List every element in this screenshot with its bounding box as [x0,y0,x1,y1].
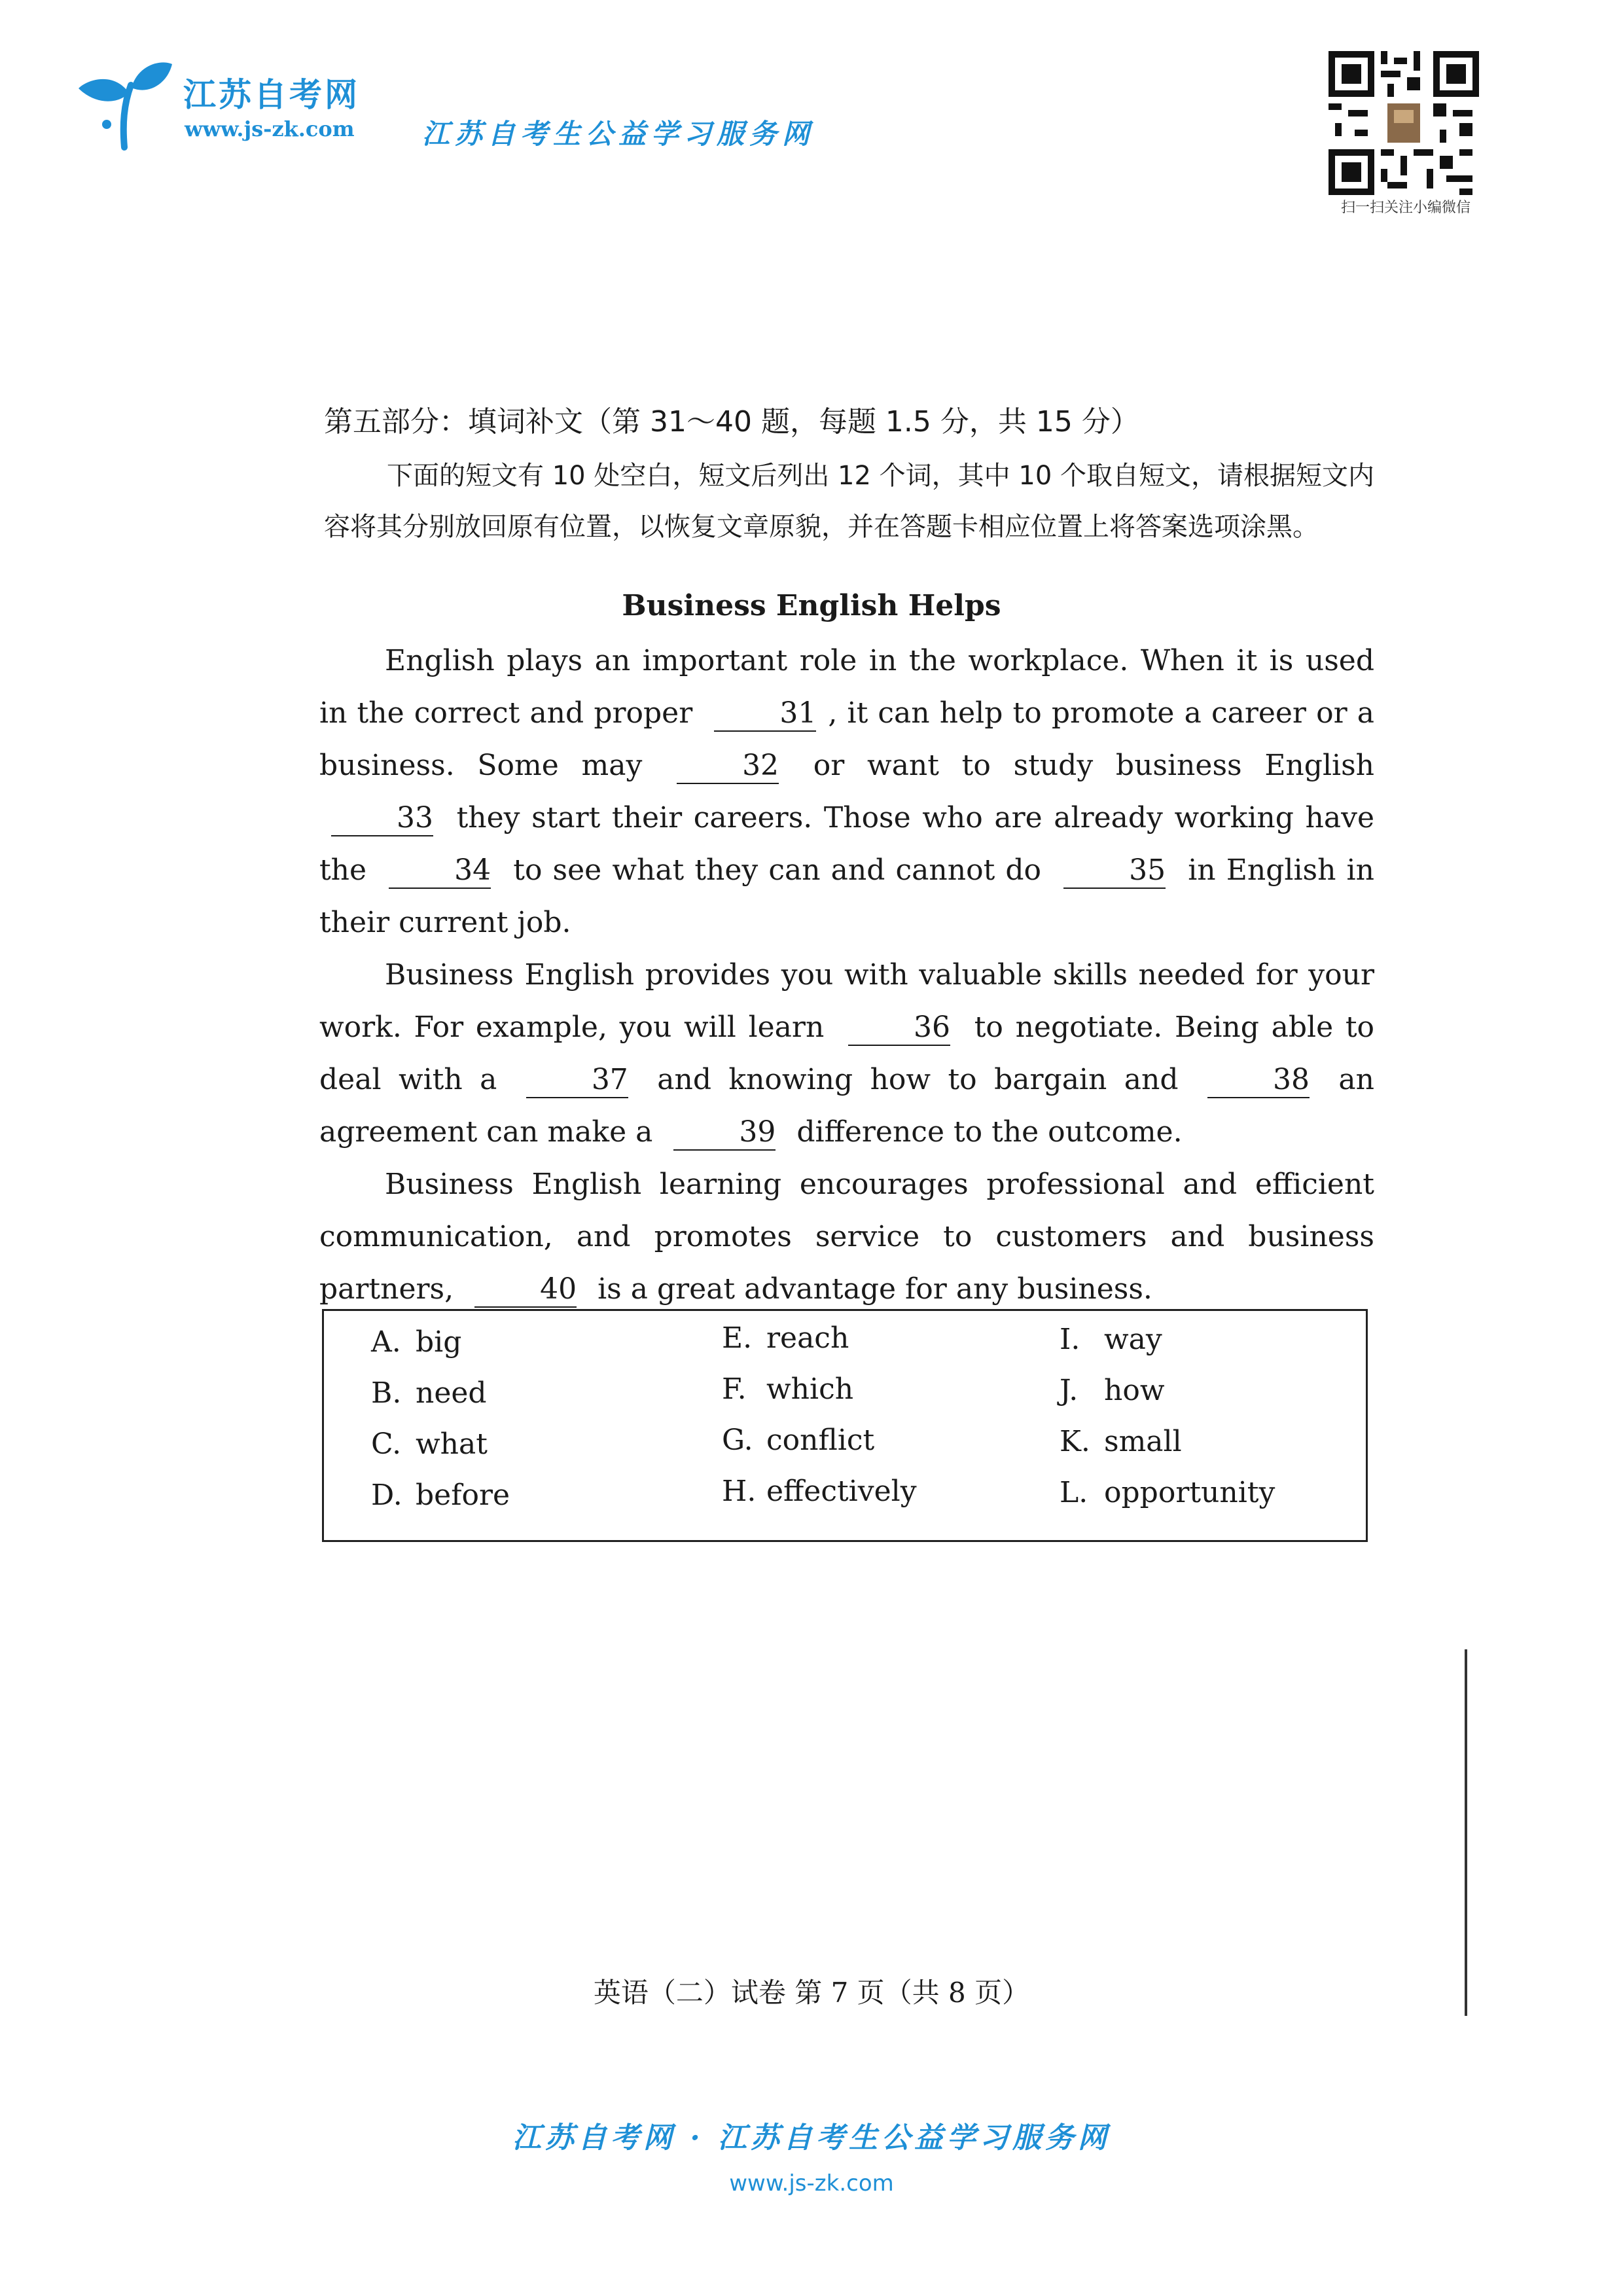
blank-38: 38 [1207,1063,1310,1098]
section-heading: 第五部分：填词补文（第 31～40 题，每题 1.5 分，共 15 分） [324,405,1139,439]
sprout-logo-icon [75,59,173,151]
word-options-box [322,1309,1368,1542]
option-d [371,1479,510,1512]
passage-text: or want to study business English [813,749,1375,782]
option-letter: G. [722,1424,753,1457]
option-word: way [1104,1323,1162,1356]
option-letter: E. [722,1321,753,1355]
page-number-label: 英语（二）试卷 第 7 页（共 8 页） [593,1977,1030,2009]
option-letter: C. [371,1427,402,1461]
passage-paragraph-2 [319,949,1374,1158]
section-instructions: 下面的短文有 10 处空白，短文后列出 12 个词，其中 10 个取自短文，请根据短文内容将其分别放回原有位置，以恢复文章原貌，并在答题卡相应位置上将答案选项涂黑。 [324,461,1374,542]
blank-39: 39 [673,1115,776,1151]
passage-body [319,635,1374,1316]
blank-40: 40 [474,1272,577,1308]
passage-text: and knowing how to bargain and [657,1063,1179,1096]
option-k [1060,1425,1182,1458]
option-letter: I. [1060,1323,1080,1356]
passage-text: is a great advantage for any business. [597,1272,1152,1306]
blank-34: 34 [389,853,491,889]
option-b [371,1376,487,1410]
option-i [1060,1323,1162,1356]
passage-text: an agreement can make a [319,1063,1374,1149]
passage-text: to see what they can and cannot do [513,853,1042,887]
passage-text: in English in their current job. [319,853,1374,939]
option-letter: J. [1060,1374,1079,1407]
passage-title: Business English Helps [622,589,1001,622]
option-word: big [416,1325,462,1359]
option-word: which [766,1372,854,1406]
qr-code-icon [1329,51,1479,195]
option-word: effectively [766,1475,917,1508]
option-e [722,1321,849,1355]
site-logo-url[interactable]: www.js-zk.com [185,117,355,141]
option-letter: B. [371,1376,402,1410]
option-letter: A. [371,1325,401,1359]
passage-paragraph-1 [319,635,1374,949]
passage-paragraph-3 [319,1158,1374,1316]
blank-33: 33 [331,801,433,836]
option-letter: F. [722,1372,747,1406]
option-h [722,1475,917,1508]
passage-text: to negotiate. Being able to deal with a [319,1011,1374,1096]
option-word: conflict [766,1424,875,1457]
option-f [722,1372,853,1406]
passage-text: difference to the outcome. [796,1115,1183,1149]
blank-32: 32 [677,749,779,784]
option-word: opportunity [1104,1476,1275,1509]
passage-text: , it can help to promote a career or a business. Some may [319,696,1374,782]
option-word: need [416,1376,487,1410]
site-slogan: 江苏自考生公益学习服务网 [422,118,815,150]
passage-text: Business English provides you with valuable skills needed for your work. For example, you will learn [319,958,1374,1044]
option-word: reach [766,1321,849,1355]
passage-text: English plays an important role in the workplace. When it is used in the correct and proper [319,644,1374,730]
option-c [371,1427,488,1461]
blank-37: 37 [526,1063,628,1098]
option-word: how [1104,1374,1165,1407]
option-word: what [416,1427,488,1461]
option-j [1060,1374,1165,1407]
passage-text: Business English learning encourages professional and efficient communication, and promotes service to customers and business partners, [319,1168,1374,1306]
passage-text: they start their careers. Those who are already working have the [319,801,1374,887]
bottom-url[interactable]: www.js-zk.com [729,2170,894,2197]
option-letter: K. [1060,1425,1090,1458]
blank-31: 31 [714,696,816,732]
site-logo-title: 江苏自考网 [183,76,360,114]
blank-35: 35 [1063,853,1166,889]
option-l [1060,1476,1275,1509]
option-a [371,1325,461,1359]
option-letter: L. [1060,1476,1088,1509]
option-letter: H. [722,1475,757,1508]
option-word: before [416,1479,510,1512]
option-word: small [1104,1425,1182,1458]
qr-caption: 扫一扫关注小编微信 [1340,200,1471,216]
margin-line [1465,1649,1467,2016]
bottom-slogan: 江苏自考网 · 江苏自考生公益学习服务网 [512,2121,1111,2155]
blank-36: 36 [848,1011,950,1046]
option-g [722,1424,874,1457]
option-letter: D. [371,1479,402,1512]
